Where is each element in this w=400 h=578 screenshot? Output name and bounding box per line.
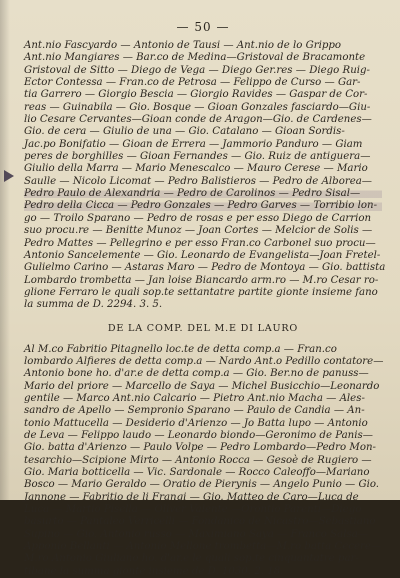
text-line: Gulielmo Carino — Astaras Maro — Pedro de Montoya — Gio. battista: [24, 262, 386, 274]
text-line: Jac.po Bonifatio — Gioan de Errera — Jammorio Panduro — Giam: [24, 138, 363, 150]
page-number: — 50 —: [176, 20, 230, 34]
text-line: tia Garrero — Giorgio Bescia — Giorgio Ravides — Gaspar de Cor-: [24, 89, 368, 101]
text-line: tibane la summa gionte insieme de D. 1030. 2. 18.: [24, 565, 284, 577]
text-line: basurto — Pantaleo Verricelli — Fondanico de Nicastro—Sebastiano: [24, 516, 376, 528]
text-line: Gristoval de Sitto — Diego de Vega — Diego Ger.res — Diego Ruig-: [24, 64, 370, 76]
text-line: M.ro Antonio Giuliano ho. d'ar.e le quali sop.te cinquantatre par-: [24, 553, 359, 565]
text-line: Jannone — Fabritio de li Frangi — Gio. Matteo de Caro—Luca de: [24, 491, 359, 503]
margin-pointer-marker: [4, 170, 14, 182]
text-line: Saulle — Nicolo Licomat — Pedro Balistieros — Pedro de Alborea—: [24, 175, 372, 187]
text-line: Gio. de cera — Giulio de una — Gio. Catalano — Gioan Sordis-: [24, 126, 345, 138]
text-line: Supino — Gio. Antonio russo — Maximiano Saya — Franco Salsa—: [24, 528, 368, 540]
text-line: Gio. Maria botticella — Vic. Sardonale — Rocco Caleoffo—Mariano: [24, 467, 370, 478]
text-line: Pedro Paulo de Alexandria — Pedro de Carolinos — Pedro Sisal—: [24, 188, 382, 200]
text-line: reas — Guinabila — Gio. Bosque — Gioan Gonzales fasciardo—Giu-: [24, 101, 371, 113]
roster-paragraph-1: [24, 40, 386, 312]
text-line: suo procu.re — Benitte Munoz — Joan Cortes — Melcior de Solis —: [24, 225, 373, 237]
text-line: tonio Mattucella — Desiderio d'Arienzo — Jo Batta lupo — Antonio: [24, 417, 368, 429]
text-line: Antonio bone ho. d'ar.e de detta comp.a — Gio. Ber.no de panuss—: [24, 368, 369, 380]
text-line: Mario del priore — Marcello de Saya — Michel Busicchio—Leonardo: [24, 380, 380, 392]
text-line: Ant.nio Fascyardo — Antonio de Tausi — Ant.nio de lo Grippo: [24, 40, 342, 51]
roster-paragraph-2: [24, 344, 382, 578]
text-line: Lombardo trombetta — Jan loise Biancardo arm.ro — M.ro Cesar ro-: [24, 274, 379, 286]
text-line: Ector Contessa — Fran.co de Petrosa — Felippo de Curso — Gar-: [24, 77, 361, 89]
text-line: de Leva — Felippo laudo — Leonardo biondo—Geronimo de Panis—: [24, 429, 373, 441]
text-line: Antonio Sancelemente — Gio. Leonardo de Evangelista—Joan Fretel-: [24, 249, 381, 261]
text-line: peres de borghilles — Gioan Fernandes — Gio. Ruiz de antiguera—: [24, 151, 371, 163]
text-line: sandro de Apello — Sempronio Sparano — Paulo de Candia — An-: [24, 405, 365, 417]
text-line: Apponio Bellanti — Antonio Mellone trombetta—M.ro batta Cecere—: [24, 541, 382, 553]
text-line: Pedro Mattes — Pellegrino e per esso Fran.co Carbonel suo procu—: [24, 237, 376, 249]
section-heading: DE LA COMP. DEL M.E DI LAURO: [107, 322, 299, 334]
text-line: Ant.nio Mangiares — Bar.co de Medina—Gristoval de Bracamonte: [24, 52, 366, 64]
text-line: lio Cesare Cervantes—Gioan conde de Aragon—Gio. de Cardenes—: [24, 114, 372, 126]
text-line: la summa de D. 2294. 3. 5.: [24, 299, 163, 311]
text-line: go — Troilo Sparano — Pedro de rosas e per esso Diego de Carrion: [24, 212, 372, 224]
text-line: Gio. batta d'Arienzo — Paulo Volpe — Pedro Lombardo—Pedro Mon-: [24, 442, 376, 454]
text-line: Bosco — Mario Geraldo — Oratio de Pierynis — Angelo Punio — Gio.: [24, 479, 380, 491]
text-line: lombardo Alfieres de detta comp.a — Nardo Ant.o Pedillo contatore—: [24, 355, 384, 367]
page-fold-shadow: [0, 0, 10, 500]
text-line: Pedro della Cicca — Pedro Gonzales — Pedro Garves — Torribio lon-: [24, 200, 382, 212]
text-line: tesarchio—Scipione Mirto — Antonio Rocca — Gesoè de Rugiero —: [24, 454, 372, 466]
text-line: glione Ferraro le quali sop.te settantatre partite gionte insieme fano: [24, 286, 378, 298]
text-line: Luca — Martio Pisella — Oliver Valente —Orontio Parenti—Diego: [24, 504, 362, 516]
text-line: Al M.co Fabritio Pitagnello loc.te de detta comp.a — Fran.co: [24, 343, 337, 355]
text-line: Giulio della Marra — Mario Menescalco — Mauro Cerese — Mario: [24, 163, 368, 175]
text-line: gentile — Marco Ant.nio Calcario — Pietro Ant.nio Macha — Ales-: [24, 392, 365, 404]
